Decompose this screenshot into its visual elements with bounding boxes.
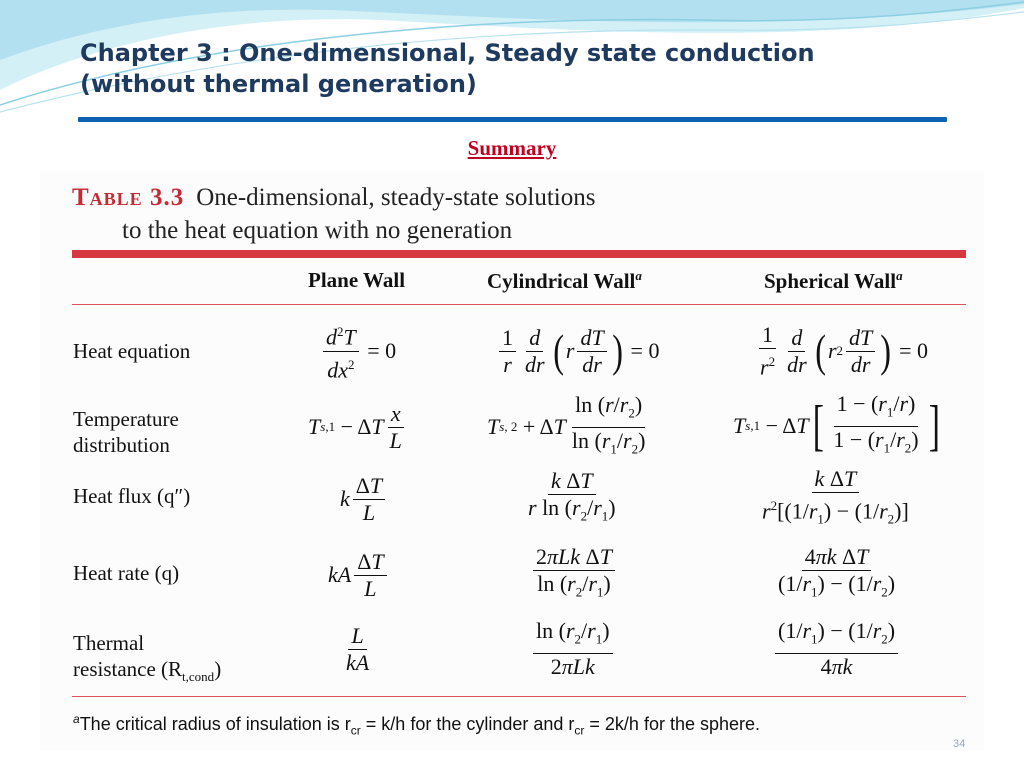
plane-wall-thermal-resistance: $\frac{L}{kA}$ <box>346 622 370 675</box>
cylindrical-wall-heat-flux: $\frac{\text{k ΔT}}{r \ln (r_2/r_1)}$ <box>528 468 616 524</box>
cylindrical-wall-heat-rate: $\frac{\text{2πLk ΔT}}{\ln (r_2/r_1)}$ <box>530 546 618 604</box>
table-footnote: $^a$The critical radius of insulation is $r_{cr} = k/h$ for the cylinder and $r_{cr} = 2k/h$ for the sphere. <box>73 712 761 738</box>
row-label-heat-flux: Heat flux (q″) <box>73 484 191 508</box>
column-header-plane-wall: Plane Wall <box>308 268 406 292</box>
slide-title-line1: Chapter 3 : One-dimensional, Steady state conduction <box>80 39 815 67</box>
title-underline <box>78 117 947 122</box>
cylindrical-wall-heat-equation: $\frac{1}{r}$ $\frac{d}{dr}$ ( r $\frac{dT}{dr}$ ) = 0 <box>496 322 659 380</box>
plane-wall-heat-equation: $\frac{d^2T}{dx^2}$ = 0 <box>320 322 396 380</box>
row-label-heat-equation: Heat equation <box>73 339 191 363</box>
plane-wall-heat-rate: kA $\frac{\Delta T}{L}$ <box>328 546 390 604</box>
cylindrical-wall-thermal-resistance: $\frac{\ln (r_2/r_1)}{\text{2πLk}}$ <box>530 620 616 678</box>
page-number: 34 <box>953 738 966 750</box>
slide-title-line2: (without thermal generation) <box>80 70 477 98</box>
summary-heading: Summary <box>467 136 557 160</box>
column-header-cylindrical-wall: Cylindrical Wall$^a$ <box>487 268 642 293</box>
row-label-thermal-resistance: Thermal resistance $(R_{t,cond})$ <box>73 631 222 685</box>
table-heading-line1: One-dimensional, steady-state solutions <box>196 184 596 211</box>
column-header-spherical-wall: Spherical Wall$^a$ <box>764 268 903 293</box>
spherical-wall-thermal-resistance: $\frac{(1/r_1) - (1/r_2)}{4\pi k}$ <box>772 620 901 678</box>
footer-rule <box>72 696 966 697</box>
slide-title <box>80 38 815 100</box>
cylindrical-wall-temperature-distribution: T s, 2 + Δ T $\frac{\ln (r/r_2)}{\ln (r_1/r_2)}$ <box>487 392 646 456</box>
spherical-wall-temperature-distribution: T s,1 − Δ T [ $\frac{1 - (r_1/r)}{1 - (r_1/r_2)}$ ] <box>733 391 940 457</box>
table-3-3 <box>40 172 984 750</box>
plane-wall-temperature-distribution: T s,1 − Δ T $\frac{x}{L}$ <box>308 400 402 453</box>
spherical-wall-heat-rate: $\frac{\text{4πk ΔT}}{(1/r_1) - (1/r_2)}$ <box>778 544 896 600</box>
table-heading <box>72 182 595 214</box>
spherical-wall-heat-equation: $\frac{1}{r^2}$ $\frac{d}{dr}$ ( r 2 $\frac{dT}{dr}$ ) = 0 <box>760 321 929 380</box>
row-label-temperature-distribution: Temperature distribution <box>73 407 179 457</box>
table-heading-line2: to the heat equation with no generation <box>122 217 513 244</box>
spherical-wall-heat-flux: $\frac{\text{k ΔT}}{r^2[(1/r_1) - (1/r_2)]}$ <box>762 465 909 527</box>
header-rule <box>72 304 966 305</box>
table-top-bar <box>72 250 966 258</box>
plane-wall-heat-flux: k $\frac{\Delta T}{L}$ <box>340 470 388 528</box>
table-label: Table 3.3 <box>72 184 185 211</box>
row-label-heat-rate: Heat rate (q) <box>73 561 180 585</box>
